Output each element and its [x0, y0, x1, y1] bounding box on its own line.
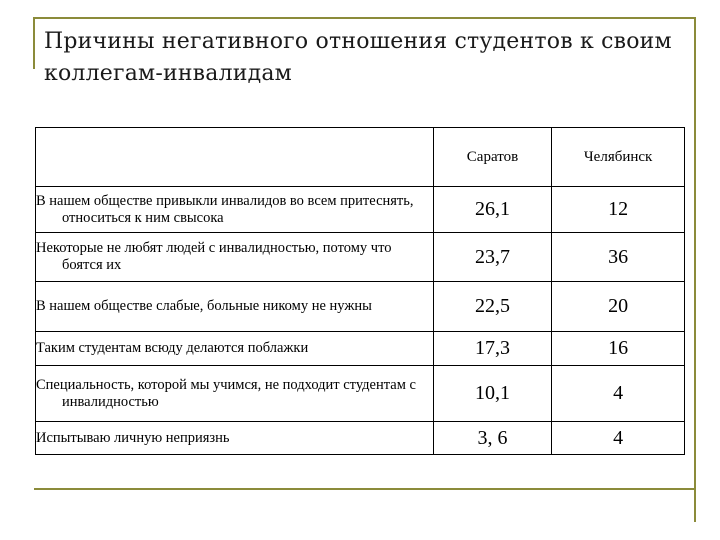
table-row	[36, 233, 685, 282]
saratov-value: 17,3	[433, 332, 552, 366]
frame-line-left	[33, 17, 35, 69]
frame-line-right	[694, 17, 696, 522]
reason-cell	[36, 187, 434, 233]
saratov-value: 23,7	[433, 233, 552, 282]
data-table	[35, 127, 685, 455]
reason-text: Некоторые не любят людей с инвалидностью, потому что боятся их	[36, 240, 392, 273]
table-row	[36, 366, 685, 422]
chelyabinsk-value: 16	[552, 332, 685, 366]
table-row	[36, 187, 685, 233]
table-row	[36, 422, 685, 455]
table-row	[36, 282, 685, 332]
reason-text: В нашем обществе слабые, больные никому не нужны	[36, 298, 372, 314]
reason-cell	[36, 366, 434, 422]
frame-line-bottom	[34, 488, 696, 490]
frame-line-top	[34, 17, 696, 19]
header-chelyabinsk: Челябинск	[552, 128, 685, 187]
slide-title: Причины негативного отношения студентов к своим коллегам-инвалидам	[44, 29, 672, 86]
table-header-row	[36, 128, 685, 187]
header-empty-cell	[36, 128, 434, 187]
chelyabinsk-value: 12	[552, 187, 685, 233]
reason-text: Таким студентам всюду делаются поблажки	[36, 340, 309, 356]
saratov-value: 22,5	[433, 282, 552, 332]
chelyabinsk-value: 36	[552, 233, 685, 282]
reason-text: В нашем обществе привыкли инвалидов во всем притеснять, относиться к ним свысока	[36, 192, 414, 226]
reason-text: Испытываю личную неприязнь	[36, 429, 230, 446]
reason-text: Специальность, которой мы учимся, не подходит студентам с инвалидностью	[36, 376, 416, 410]
saratov-value: 10,1	[433, 366, 552, 422]
table-row	[36, 332, 685, 366]
reason-cell	[36, 233, 434, 282]
reason-cell	[36, 422, 434, 455]
saratov-value: 26,1	[433, 187, 552, 233]
header-saratov: Саратов	[433, 128, 552, 187]
chelyabinsk-value: 20	[552, 282, 685, 332]
chelyabinsk-value: 4	[552, 422, 685, 455]
chelyabinsk-value: 4	[552, 366, 685, 422]
reason-cell	[36, 332, 434, 366]
reason-cell	[36, 282, 434, 332]
saratov-value: 3, 6	[433, 422, 552, 455]
